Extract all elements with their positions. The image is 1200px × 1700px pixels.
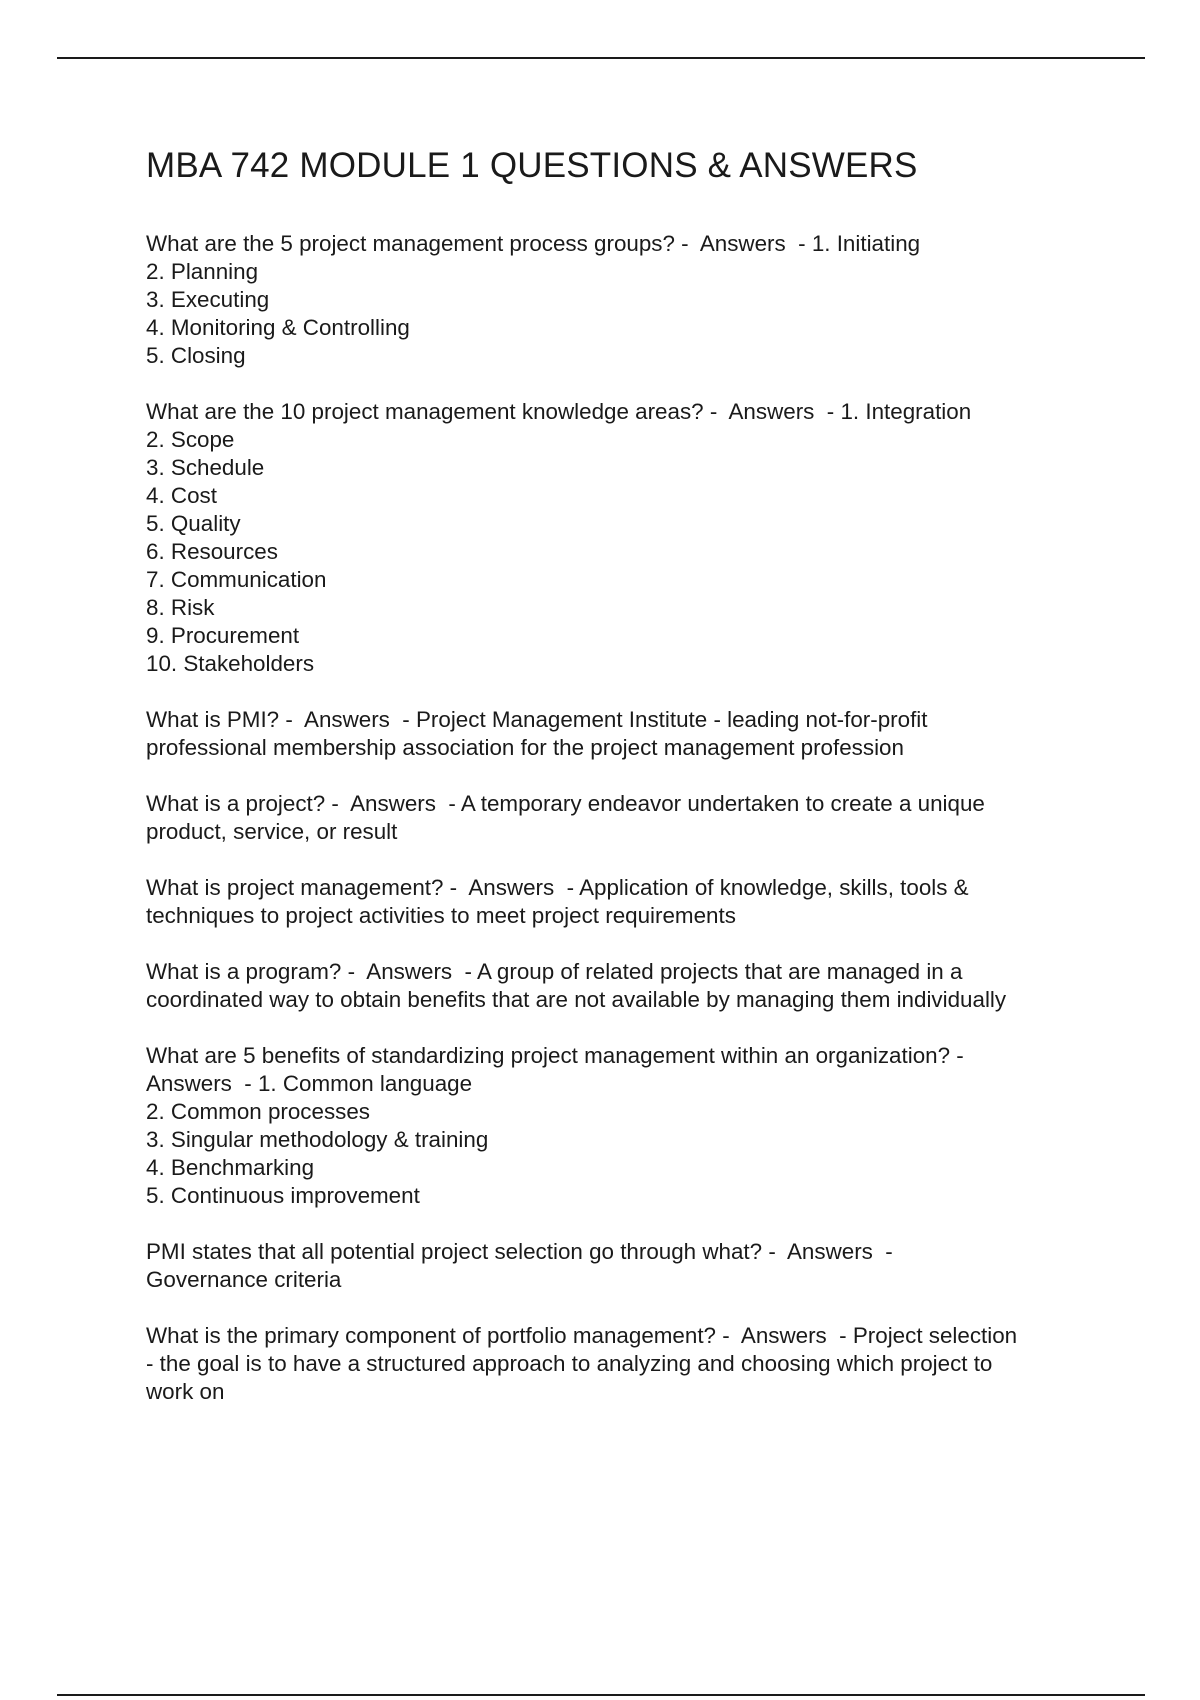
qa-line: product, service, or result bbox=[146, 819, 398, 844]
qa-line: What is the primary component of portfolio management? - Answers - Project selection bbox=[146, 1323, 1018, 1348]
qa-line: - the goal is to have a structured approach to analyzing and choosing which project to bbox=[146, 1351, 993, 1376]
qa-line: 8. Risk bbox=[146, 595, 215, 620]
qa-line: What are the 10 project management knowledge areas? - Answers - 1. Integration bbox=[146, 399, 972, 424]
qa-line: techniques to project activities to meet project requirements bbox=[146, 903, 736, 928]
qa-line: 5. Closing bbox=[146, 343, 246, 368]
qa-line: 3. Singular methodology & training bbox=[146, 1127, 489, 1152]
qa-line: 2. Planning bbox=[146, 259, 259, 284]
qa-line: Answers - 1. Common language bbox=[146, 1071, 473, 1096]
qa-line: coordinated way to obtain benefits that are not available by managing them individually bbox=[146, 987, 1007, 1012]
qa-line: work on bbox=[146, 1379, 225, 1404]
qa-item-knowledge-areas bbox=[146, 398, 1106, 678]
qa-line: 2. Scope bbox=[146, 427, 235, 452]
qa-line: Governance criteria bbox=[146, 1267, 342, 1292]
qa-line: 6. Resources bbox=[146, 539, 278, 564]
qa-line: 10. Stakeholders bbox=[146, 651, 315, 676]
qa-line: 5. Continuous improvement bbox=[146, 1183, 420, 1208]
qa-line: PMI states that all potential project selection go through what? - Answers - bbox=[146, 1239, 893, 1264]
qa-line: 9. Procurement bbox=[146, 623, 300, 648]
qa-line: 7. Communication bbox=[146, 567, 327, 592]
qa-line: 4. Benchmarking bbox=[146, 1155, 315, 1180]
qa-line: What is project management? - Answers - Application of knowledge, skills, tools & bbox=[146, 875, 969, 900]
qa-item-pmi bbox=[146, 706, 1106, 762]
qa-item-program bbox=[146, 958, 1106, 1014]
qa-line: What are 5 benefits of standardizing project management within an organization? - bbox=[146, 1043, 964, 1068]
qa-line: 2. Common processes bbox=[146, 1099, 370, 1124]
qa-line: What are the 5 project management process groups? - Answers - 1. Initiating bbox=[146, 231, 921, 256]
qa-line: 3. Schedule bbox=[146, 455, 265, 480]
qa-line: 5. Quality bbox=[146, 511, 241, 536]
qa-item-standardizing-benefits bbox=[146, 1042, 1106, 1210]
header-rule bbox=[57, 57, 1145, 59]
qa-item-portfolio-management bbox=[146, 1322, 1106, 1406]
qa-line: 3. Executing bbox=[146, 287, 270, 312]
qa-item-project-management bbox=[146, 874, 1106, 930]
qa-line: professional membership association for the project management profession bbox=[146, 735, 904, 760]
qa-item-project bbox=[146, 790, 1106, 846]
qa-line: What is a project? - Answers - A temporary endeavor undertaken to create a unique bbox=[146, 791, 985, 816]
qa-item-project-selection-governance bbox=[146, 1238, 1106, 1294]
document-body bbox=[146, 140, 1106, 1434]
qa-line: What is a program? - Answers - A group of related projects that are managed in a bbox=[146, 959, 963, 984]
qa-line: 4. Cost bbox=[146, 483, 217, 508]
qa-line: What is PMI? - Answers - Project Management Institute - leading not-for-profit bbox=[146, 707, 928, 732]
qa-item-process-groups bbox=[146, 230, 1106, 370]
qa-line: 4. Monitoring & Controlling bbox=[146, 315, 410, 340]
document-title: MBA 742 MODULE 1 QUESTIONS & ANSWERS bbox=[146, 146, 918, 185]
footer-rule bbox=[57, 1694, 1145, 1696]
